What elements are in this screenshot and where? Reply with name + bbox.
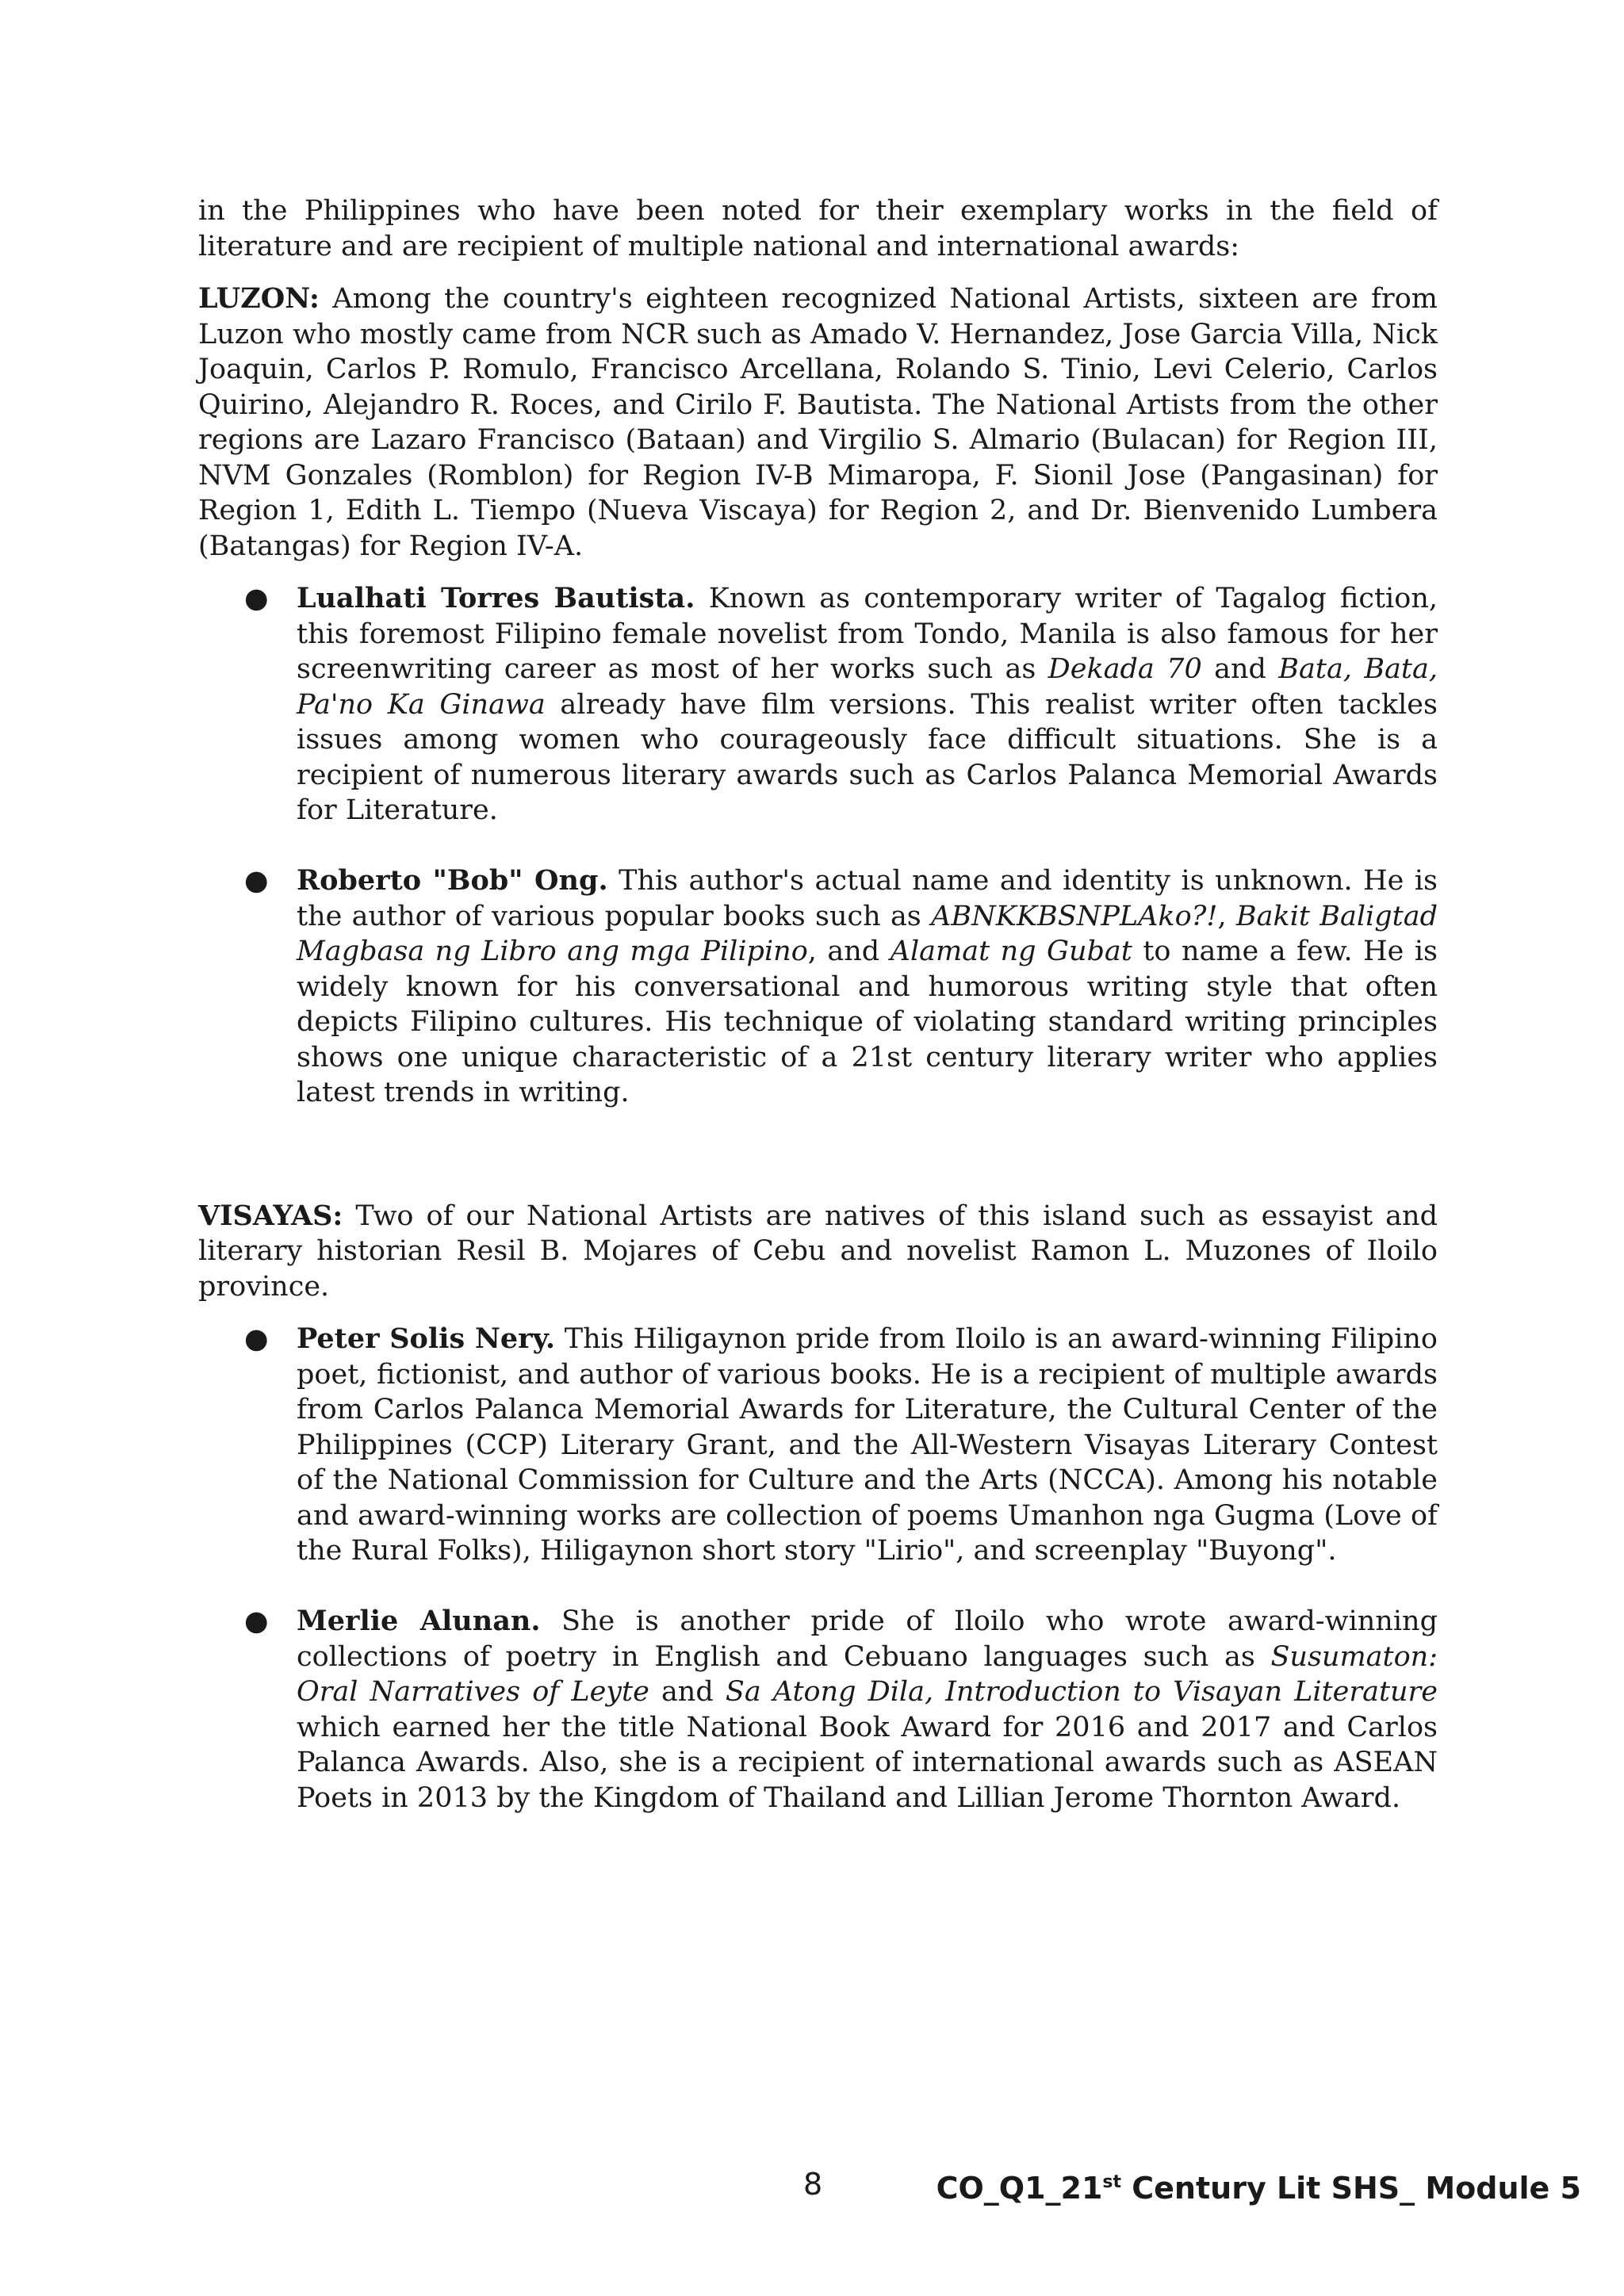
bullet-icon: ●: [244, 1605, 269, 1637]
author-merlie-alunan: ● Merlie Alunan. She is another pride of Iloilo who wrote award-winning collections of poetry in English and Cebuano languages such as Susumaton: Oral Narratives of Leyte and Sa Atong Dila, Introduction to Visayan Literature which earned her the title National Book Award for 2016 and 2017 and Carlos Palanca Awards. Also, she is a recipient of international awards such as ASEAN Poets in 2013 by the Kingdom of Thailand and Lillian Jerome Thornton Award.: [244, 1605, 1438, 1814]
author-name: Merlie Alunan.: [297, 1605, 541, 1637]
book-title: Alamat ng Gubat: [890, 936, 1132, 967]
author-name: Lualhati Torres Bautista.: [297, 582, 695, 614]
book-title: Bakit Baligtad Magbasa ng Libro ang mga Pilipino: [297, 900, 1438, 967]
author-name: Roberto "Bob" Ong.: [297, 864, 608, 897]
bullet-icon: ●: [244, 865, 269, 897]
book-title: Sa Atong Dila, Introduction to Visayan Literature: [725, 1676, 1438, 1708]
visayas-heading: VISAYAS:: [198, 1199, 343, 1232]
author-peter-nery: ● Peter Solis Nery. This Hiligaynon pride from Iloilo is an award-winning Filipino poet, fictionist, and author of various books. He is a recipient of multiple awards from Carlos Palanca Memorial Awards for Literature, the Cultural Center of the Philippines (CCP) Literary Grant, and the All-Western Visayas Literary Contest of the National Commission for Culture and the Arts (NCCA). Among his notable and award-winning works are collection of poems Umanhon nga Gugma (Love of the Rural Folks), Hiligaynon short story "Lirio", and screenplay "Buyong".: [244, 1322, 1438, 1567]
luzon-paragraph: [198, 281, 1438, 564]
module-code: CO_Q1_21st Century Lit SHS_ Module 5: [936, 2171, 1581, 2206]
visayas-author-list: [198, 1322, 1438, 1816]
book-title: ABNKKBSNPLAko?!: [931, 900, 1218, 932]
bullet-icon: ●: [244, 1323, 269, 1355]
luzon-author-list: [198, 581, 1438, 1111]
page-number: 8: [803, 2167, 823, 2202]
visayas-paragraph: [198, 1199, 1438, 1305]
book-title: Bata, Bata, Pa'no Ka Ginawa: [297, 653, 1438, 721]
section-spacer: [198, 1111, 1438, 1199]
luzon-text: Among the country's eighteen recognized National Artists, sixteen are from Luzon who mostly came from NCR such as Amado V. Hernandez, Jose Garcia Villa, Nick Joaquin, Carlos P. Romulo, Francisco Arcellana, Rolando S. Tinio, Levi Celerio, Carlos Quirino, Alejandro R. Roces, and Cirilo F. Bautista. The National Artists from the other regions are Lazaro Francisco (Bataan) and Virgilio S. Almario (Bulacan) for Region III, NVM Gonzales (Romblon) for Region IV-B Mimaropa, F. Sionil Jose (Pangasinan) for Region 1, Edith L. Tiempo (Nueva Viscaya) for Region 2, and Dr. Bienvenido Lumbera (Batangas) for Region IV-A.: [198, 283, 1438, 562]
visayas-text: Two of our National Artists are natives of this island such as essayist and literary historian Resil B. Mojares of Cebu and novelist Ramon L. Muzones of Iloilo province.: [198, 1200, 1438, 1303]
intro-paragraph: in the Philippines who have been noted for their exemplary works in the field of literature and are recipient of multiple national and international awards:: [198, 195, 1438, 262]
author-lualhati-bautista: ● Lualhati Torres Bautista. Known as contemporary writer of Tagalog fiction, this foremost Filipino female novelist from Tondo, Manila is also famous for her screenwriting career as most of her works such as Dekada 70 and Bata, Bata, Pa'no Ka Ginawa already have film versions. This realist writer often tackles issues among women who courageously face difficult situations. She is a recipient of numerous literary awards such as Carlos Palanca Memorial Awards for Literature.: [244, 582, 1438, 826]
bullet-icon: ●: [244, 583, 269, 614]
author-bob-ong: ● Roberto "Bob" Ong. This author's actual name and identity is unknown. He is the author of various popular books such as ABNKKBSNPLAko?!, Bakit Baligtad Magbasa ng Libro ang mga Pilipino, and Alamat ng Gubat to name a few. He is widely known for his conversational and humorous writing style that often depicts Filipino cultures. His technique of violating standard writing principles shows one unique characteristic of a 21st century literary writer who applies latest trends in writing.: [244, 864, 1438, 1108]
document-page: [198, 193, 1438, 1816]
book-title: Dekada 70: [1048, 653, 1202, 685]
author-name: Peter Solis Nery.: [297, 1322, 556, 1355]
luzon-heading: LUZON:: [198, 282, 320, 315]
book-title: Susumaton: Oral Narratives of Leyte: [297, 1640, 1438, 1708]
